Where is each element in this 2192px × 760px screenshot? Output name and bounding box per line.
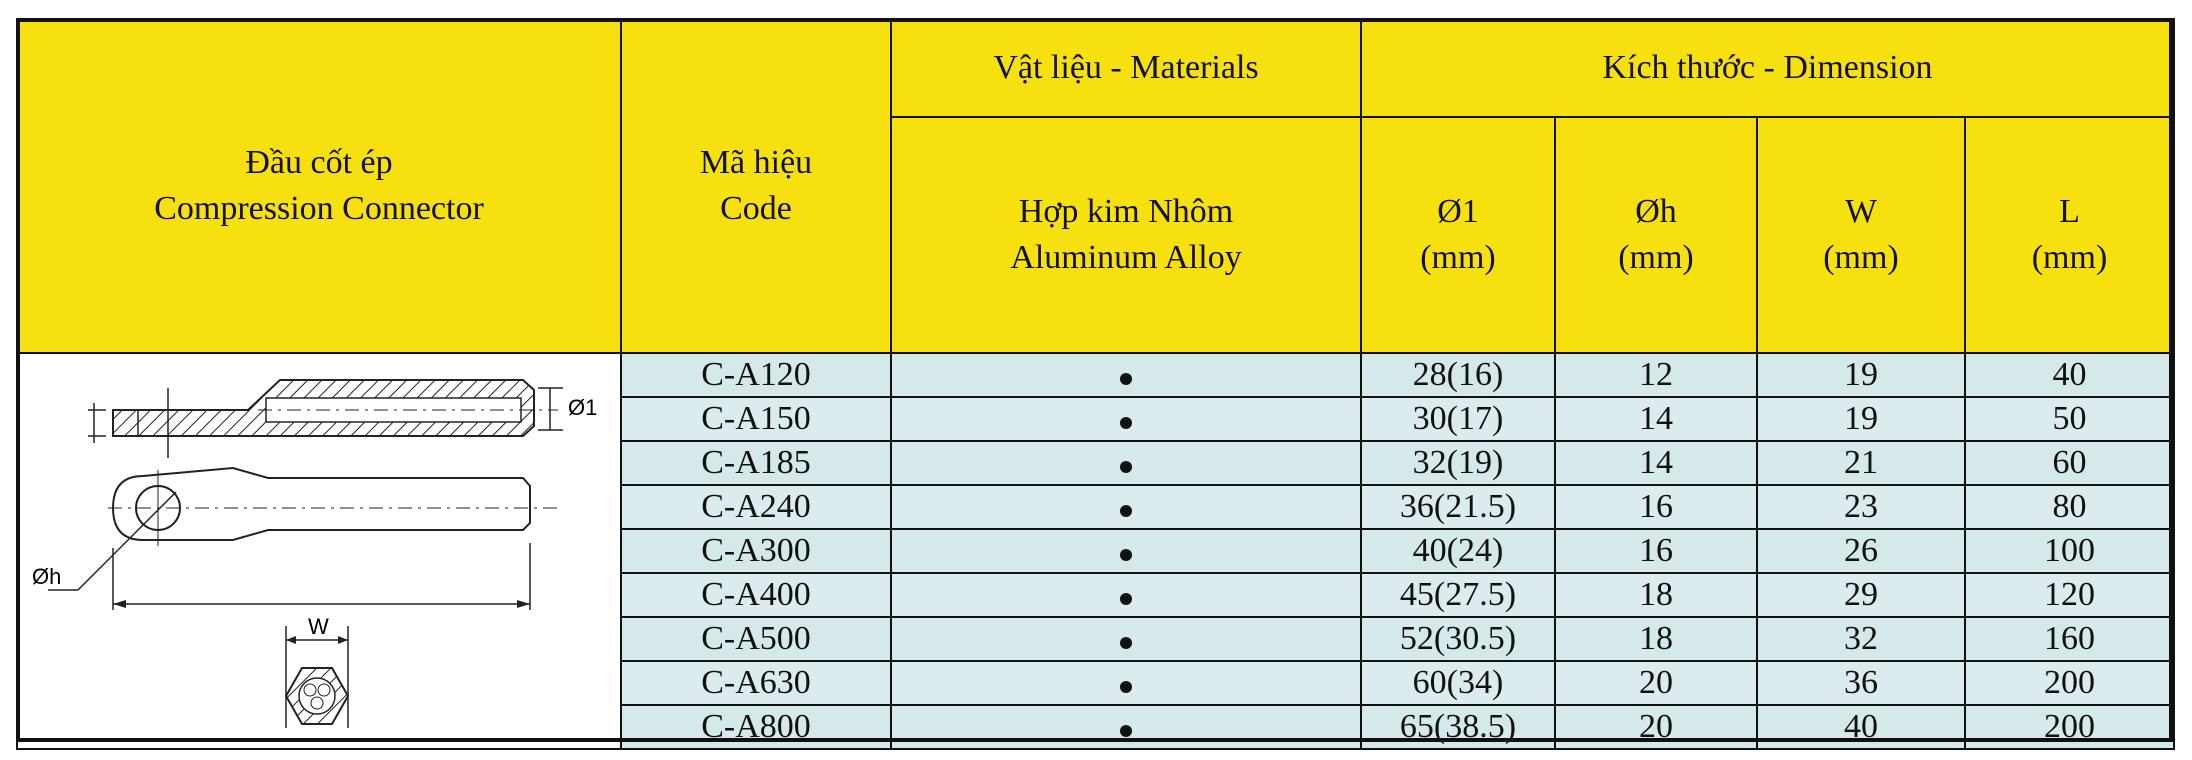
d1-header-unit: (mm) bbox=[1420, 239, 1496, 276]
row-d1: 52(30.5) bbox=[1361, 617, 1555, 661]
row-code: C-A150 bbox=[621, 397, 891, 441]
row-d1: 36(21.5) bbox=[1361, 485, 1555, 529]
row-w: 36 bbox=[1757, 661, 1965, 705]
row-w: 40 bbox=[1757, 705, 1965, 749]
row-w: 21 bbox=[1757, 441, 1965, 485]
row-l: 200 bbox=[1965, 705, 2174, 749]
d1-header-label: Ø1 bbox=[1437, 193, 1479, 230]
row-code: C-A240 bbox=[621, 485, 891, 529]
row-w: 32 bbox=[1757, 617, 1965, 661]
w-dimension-label: W bbox=[308, 614, 329, 639]
row-d1: 65(38.5) bbox=[1361, 705, 1555, 749]
row-l: 60 bbox=[1965, 441, 2174, 485]
row-code: C-A120 bbox=[621, 353, 891, 397]
row-l: 160 bbox=[1965, 617, 2174, 661]
row-d1: 40(24) bbox=[1361, 529, 1555, 573]
row-l: 200 bbox=[1965, 661, 2174, 705]
dimension-header: Kích thước - Dimension bbox=[1361, 19, 2174, 117]
alloy-header-vi: Hợp kim Nhôm bbox=[1018, 193, 1234, 230]
row-code: C-A630 bbox=[621, 661, 891, 705]
row-d1: 45(27.5) bbox=[1361, 573, 1555, 617]
table-frame bbox=[16, 18, 2173, 742]
w-header-label: W bbox=[1844, 193, 1878, 230]
row-l: 100 bbox=[1965, 529, 2174, 573]
row-d1: 32(19) bbox=[1361, 441, 1555, 485]
l-header-label: L bbox=[2059, 193, 2080, 230]
l-header-unit: (mm) bbox=[2031, 239, 2108, 276]
code-header-en: Code bbox=[720, 190, 792, 227]
row-dh: 14 bbox=[1555, 441, 1757, 485]
code-header-vi: Mã hiệu bbox=[699, 144, 813, 181]
row-code: C-A800 bbox=[621, 705, 891, 749]
dh-dimension-label: Øh bbox=[32, 564, 62, 589]
row-l: 50 bbox=[1965, 397, 2174, 441]
d1-dimension-label: Ø1 bbox=[568, 395, 598, 420]
row-l: 120 bbox=[1965, 573, 2174, 617]
row-dh: 12 bbox=[1555, 353, 1757, 397]
row-code: C-A500 bbox=[621, 617, 891, 661]
row-dh: 14 bbox=[1555, 397, 1757, 441]
connector-header-en: Compression Connector bbox=[154, 190, 484, 227]
row-code: C-A185 bbox=[621, 441, 891, 485]
connector-header-vi: Đầu cốt ép bbox=[245, 144, 393, 181]
row-code: C-A300 bbox=[621, 529, 891, 573]
row-dh: 16 bbox=[1555, 485, 1757, 529]
row-dh: 18 bbox=[1555, 573, 1757, 617]
dh-header-label: Øh bbox=[1635, 193, 1677, 230]
row-d1: 28(16) bbox=[1361, 353, 1555, 397]
row-l: 40 bbox=[1965, 353, 2174, 397]
row-w: 19 bbox=[1757, 353, 1965, 397]
row-code: C-A400 bbox=[621, 573, 891, 617]
row-w: 26 bbox=[1757, 529, 1965, 573]
w-header-unit: (mm) bbox=[1823, 239, 1899, 276]
materials-header: Vật liệu - Materials bbox=[891, 19, 1361, 117]
row-dh: 20 bbox=[1555, 705, 1757, 749]
row-dh: 16 bbox=[1555, 529, 1757, 573]
row-w: 19 bbox=[1757, 397, 1965, 441]
row-dh: 20 bbox=[1555, 661, 1757, 705]
row-w: 23 bbox=[1757, 485, 1965, 529]
row-d1: 30(17) bbox=[1361, 397, 1555, 441]
alloy-header-en: Aluminum Alloy bbox=[1010, 239, 1242, 276]
row-d1: 60(34) bbox=[1361, 661, 1555, 705]
row-w: 29 bbox=[1757, 573, 1965, 617]
dh-header-unit: (mm) bbox=[1618, 239, 1694, 276]
row-l: 80 bbox=[1965, 485, 2174, 529]
row-dh: 18 bbox=[1555, 617, 1757, 661]
